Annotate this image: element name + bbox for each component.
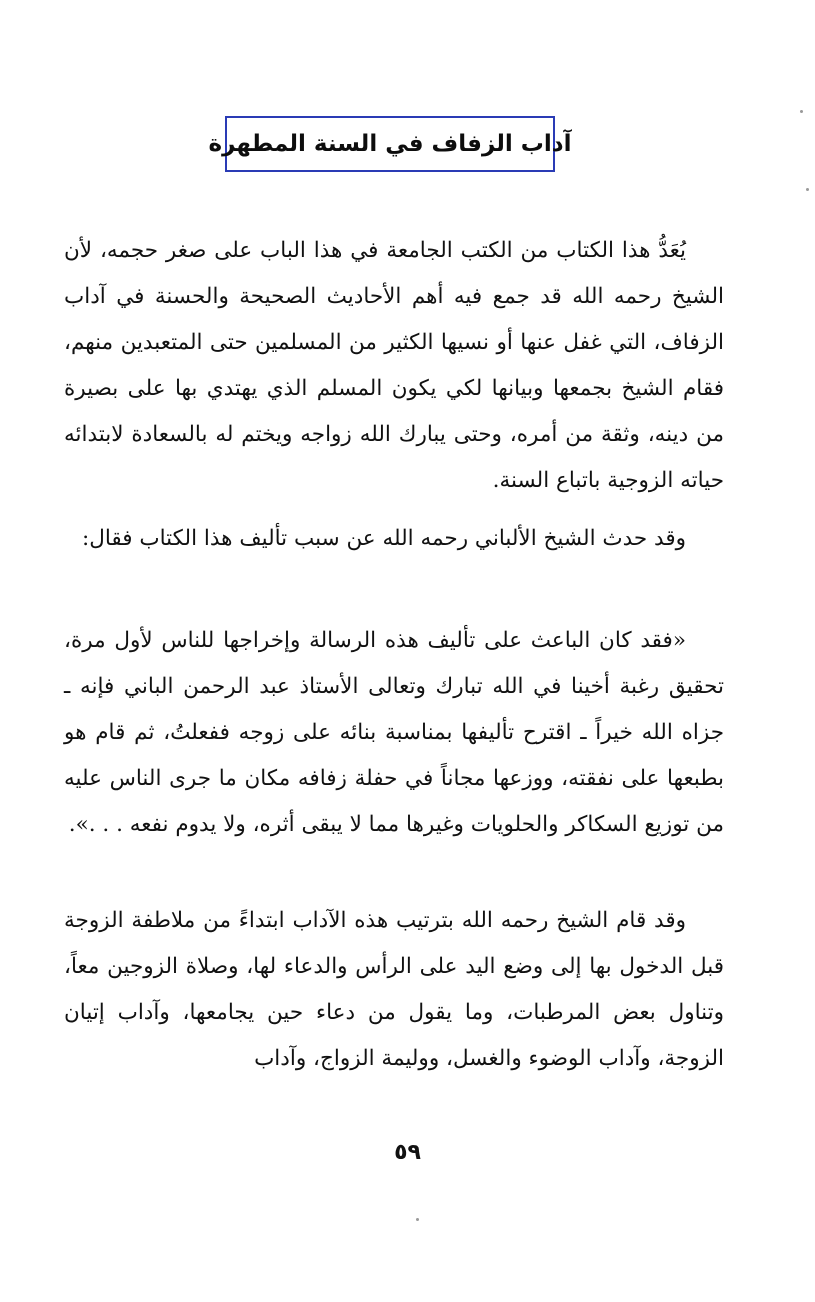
chapter-title: آداب الزفاف في السنة المطهرة: [208, 131, 572, 157]
page-number: ٥٩: [394, 1140, 421, 1165]
scan-speck: [800, 110, 803, 113]
scan-speck: [806, 188, 809, 191]
paragraph-intro-block: [64, 228, 724, 504]
paragraph-arrangement: وقد قام الشيخ رحمه الله بترتيب هذه الآداب ابتداءً من ملاطفة الزوجة قبل الدخول بها إلى وضع اليد على الرأس والدعاء لها، وصلاة الزوجين معاً، وتناول بعض المرطبات، وما يقول من دعاء حين يجامعها، وآداب إتيان الزوجة، وآداب الوضوء والغسل، ووليمة الزواج، وآداب: [64, 908, 724, 1071]
paragraph-intro: يُعَدُّ هذا الكتاب من الكتب الجامعة في هذا الباب على صغر حجمه، لأن الشيخ رحمه الله قد جمع فيه أهم الأحاديث الصحيحة والحسنة في آداب الزفاف، التي غفل عنها أو نسيها الكثير من المسلمين حتى المتعبدين منهم، فقام الشيخ بجمعها وبيانها لكي يكون المسلم الذي يهتدي بها على بصيرة من دينه، وثقة من أمره، وحتى يبارك الله زواجه ويختم له بالسعادة لابتدائه حياته الزوجية باتباع السنة.: [64, 238, 724, 493]
paragraph-author-said-block: [64, 516, 724, 562]
paragraph-quote-block: [64, 618, 724, 848]
scan-speck: [416, 1218, 419, 1221]
paragraph-author-said: وقد حدث الشيخ الألباني رحمه الله عن سبب تأليف هذا الكتاب فقال:: [81, 526, 686, 551]
paragraph-quote: «فقد كان الباعث على تأليف هذه الرسالة وإخراجها للناس لأول مرة، تحقيق رغبة أخينا في الله تبارك وتعالى الأستاذ عبد الرحمن الباني فإنه ـ جزاه الله خيراً ـ اقترح تأليفها بمناسبة بنائه على زوجه ففعلتُ، ثم قام هو بطبعها على نفقته، ووزعها مجاناً في حفلة زفافه مكان ما جرى الناس عليه من توزيع السكاكر والحلويات وغيرها مما لا يبقى أثره، ولا يدوم نفعه . . .».: [64, 628, 724, 837]
chapter-title-box: [208, 116, 572, 172]
paragraph-arrangement-block: [64, 898, 724, 1082]
